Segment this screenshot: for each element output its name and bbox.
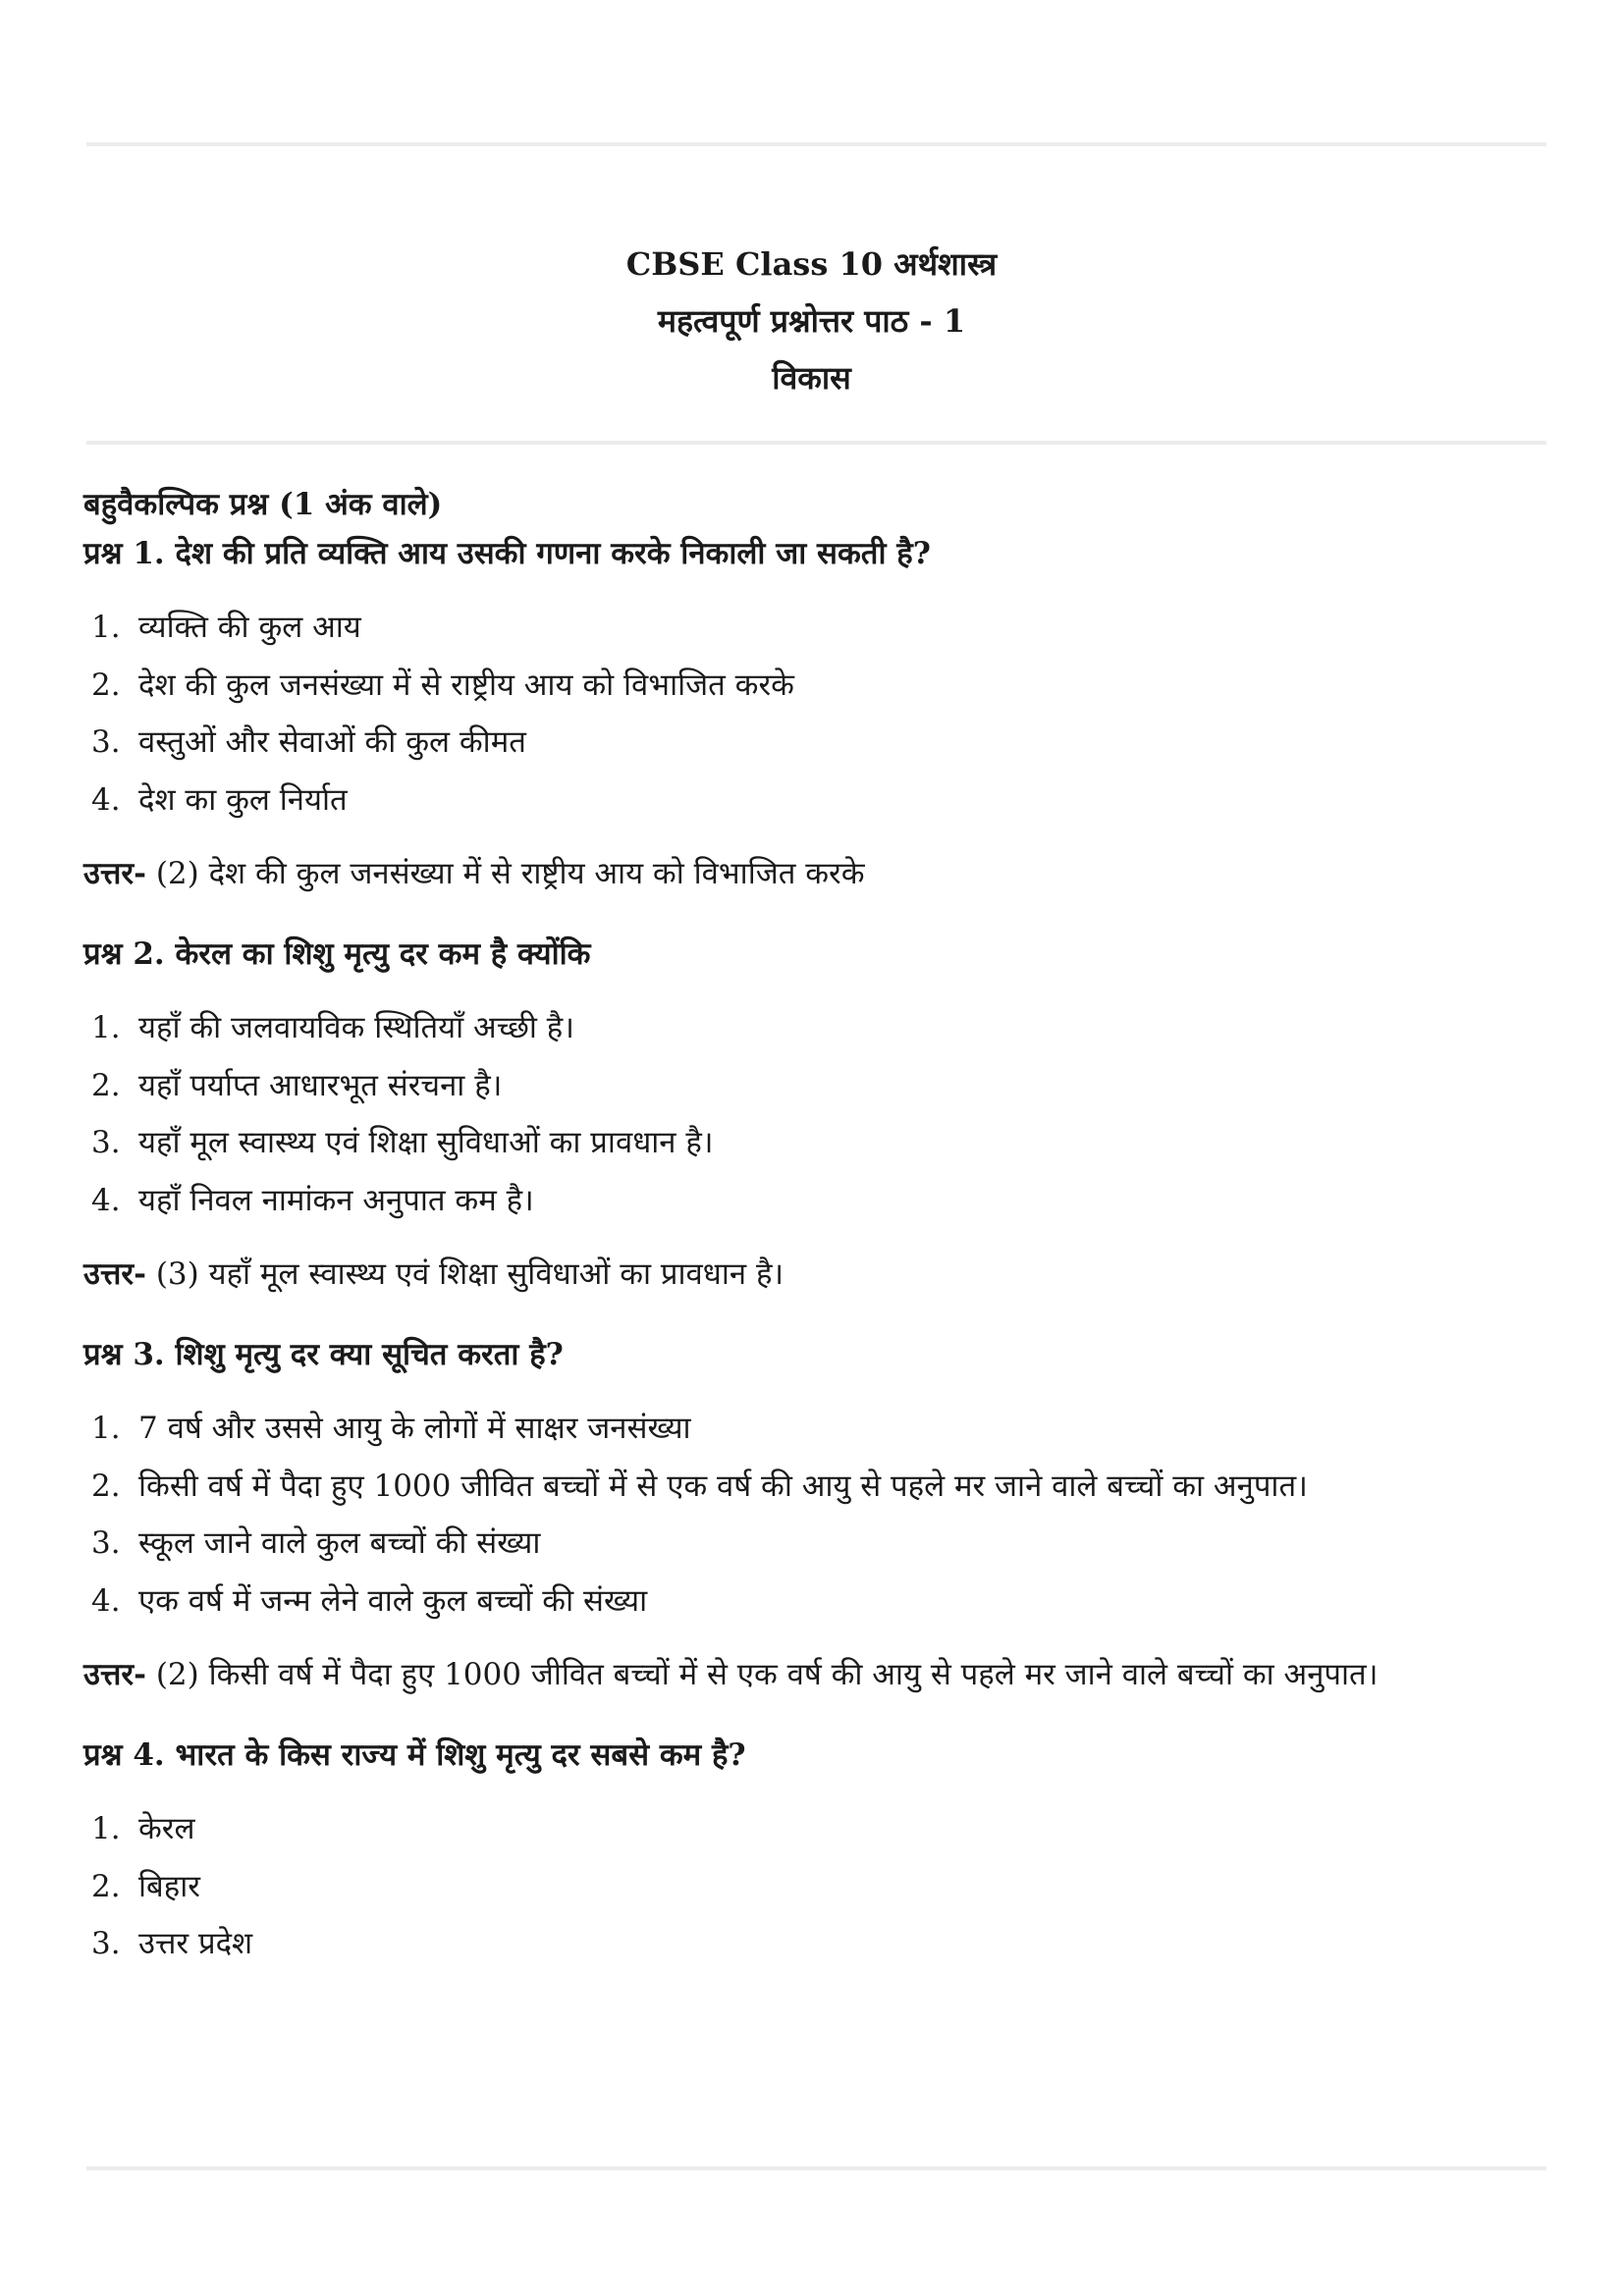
option-item <box>83 1573 1556 1630</box>
option-item <box>83 1400 1556 1458</box>
option-number: 1. <box>91 1010 121 1045</box>
option-number: 3. <box>91 1125 121 1160</box>
page-header <box>0 236 1623 406</box>
answer-text: (3) यहाँ मूल स्वास्थ्य एवं शिक्षा सुविधाओं का प्रावधान है। <box>155 1256 784 1292</box>
option-item <box>83 657 1556 715</box>
option-item <box>83 1172 1556 1230</box>
question-text: प्रश्न 3. शिशु मृत्यु दर क्या सूचित करता है? <box>83 1337 564 1372</box>
options-list <box>83 1800 1556 1973</box>
question-block <box>83 528 1556 899</box>
option-text: व्यक्ति की कुल आय <box>138 610 361 645</box>
question-block <box>83 1329 1556 1700</box>
option-item <box>83 714 1556 772</box>
option-number: 2. <box>91 667 121 703</box>
bottom-divider <box>86 2166 1546 2170</box>
option-item <box>83 1800 1556 1858</box>
option-text: यहाँ पर्याप्त आधारभूत संरचना है। <box>138 1067 503 1103</box>
question-text: प्रश्न 4. भारत के किस राज्य में शिशु मृत्यु दर सबसे कम है? <box>83 1737 746 1773</box>
option-number: 1. <box>91 1811 121 1846</box>
section-title: बहुवैकल्पिक प्रश्न (1 अंक वाले) <box>83 487 443 522</box>
question-block <box>83 929 1556 1300</box>
option-item <box>83 599 1556 657</box>
answer-line <box>83 1649 1556 1700</box>
option-text: किसी वर्ष में पैदा हुए 1000 जीवित बच्चों में से एक वर्ष की आयु से पहले मर जाने वाले बच्चों का अनुपात। <box>138 1468 1308 1504</box>
option-text: उत्तर प्रदेश <box>138 1926 253 1961</box>
option-text: एक वर्ष में जन्म लेने वाले कुल बच्चों की संख्या <box>138 1582 648 1619</box>
option-text: देश का कुल निर्यात <box>138 781 348 818</box>
option-number: 4. <box>91 781 121 818</box>
header-chapter: विकास <box>772 359 851 397</box>
option-text: देश की कुल जनसंख्या में से राष्ट्रीय आय को विभाजित करके <box>138 667 794 703</box>
option-number: 4. <box>91 1582 121 1619</box>
option-number: 3. <box>91 1926 121 1961</box>
option-text: यहाँ मूल स्वास्थ्य एवं शिक्षा सुविधाओं का प्रावधान है। <box>138 1125 714 1160</box>
answer-line <box>83 1249 1556 1300</box>
option-text: 7 वर्ष और उससे आयु के लोगों में साक्षर जनसंख्या <box>138 1411 691 1446</box>
option-item <box>83 999 1556 1057</box>
option-number: 2. <box>91 1468 121 1504</box>
options-list <box>83 599 1556 828</box>
option-text: केरल <box>138 1811 195 1846</box>
document-body <box>83 481 1556 1973</box>
option-item <box>83 772 1556 829</box>
option-text: यहाँ निवल नामांकन अनुपात कम है। <box>138 1182 534 1218</box>
option-number: 1. <box>91 610 121 645</box>
option-number: 2. <box>91 1067 121 1103</box>
header-divider <box>86 441 1546 445</box>
option-item <box>83 1458 1556 1516</box>
answer-text: (2) देश की कुल जनसंख्या में से राष्ट्रीय आय को विभाजित करके <box>155 856 865 891</box>
option-number: 2. <box>91 1868 121 1904</box>
option-number: 4. <box>91 1182 121 1218</box>
options-list <box>83 1400 1556 1629</box>
option-number: 3. <box>91 724 121 760</box>
top-divider <box>86 142 1546 146</box>
option-number: 3. <box>91 1525 121 1561</box>
question-text: प्रश्न 1. देश की प्रति व्यक्ति आय उसकी गणना करके निकाली जा सकती है? <box>83 536 931 571</box>
answer-label: उत्तर- <box>83 1657 146 1692</box>
option-item <box>83 1915 1556 1973</box>
option-text: स्कूल जाने वाले कुल बच्चों की संख्या <box>138 1525 541 1561</box>
answer-line <box>83 848 1556 899</box>
answer-label: उत्तर- <box>83 1256 146 1292</box>
option-item <box>83 1114 1556 1172</box>
option-item <box>83 1057 1556 1115</box>
question-text: प्रश्न 2. केरल का शिशु मृत्यु दर कम है क्योंकि <box>83 936 591 972</box>
header-subtitle: महत्वपूर्ण प्रश्नोत्तर पाठ - 1 <box>657 302 966 340</box>
option-item <box>83 1858 1556 1916</box>
options-list <box>83 999 1556 1229</box>
header-title: CBSE Class 10 अर्थशास्त्र <box>625 245 998 283</box>
answer-text: (2) किसी वर्ष में पैदा हुए 1000 जीवित बच्चों में से एक वर्ष की आयु से पहले मर जाने वाले बच्चों का अनुपात। <box>155 1657 1379 1692</box>
option-item <box>83 1515 1556 1573</box>
option-text: यहाँ की जलवायविक स्थितियाँ अच्छी है। <box>138 1010 574 1045</box>
question-block <box>83 1730 1556 1973</box>
answer-label: उत्तर- <box>83 856 146 891</box>
option-number: 1. <box>91 1411 121 1446</box>
option-text: बिहार <box>138 1868 200 1904</box>
option-text: वस्तुओं और सेवाओं की कुल कीमत <box>138 724 526 760</box>
